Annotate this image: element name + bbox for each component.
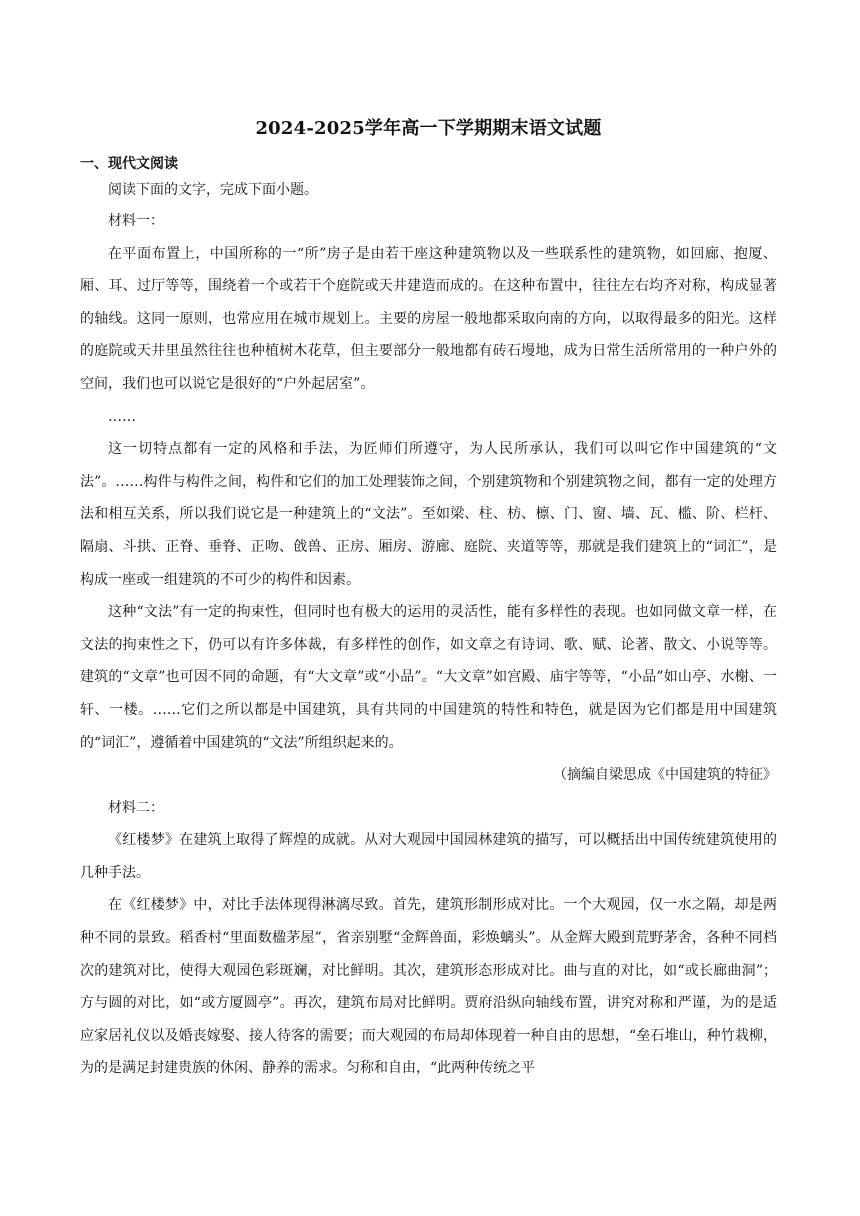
material1-source: （摘编自梁思成《中国建筑的特征》 <box>553 767 777 784</box>
section-heading: 一、现代文阅读 <box>80 156 178 172</box>
material1-paragraph-2: 这一切特点都有一定的风格和手法，为匠师们所遵守，为人民所承认，我们可以叫它作中国建筑的“文法”。……构件与构件之间，构件和它们的加工处理装饰之间，个别建筑物和个别建筑物之间，都有一定的处理方法和相互关系，所以我们说它是一种建筑上的“文法”。至如梁、柱、枋、檩、门、窗、墙、瓦、槛、阶、栏杆、隔扇、斗拱、正脊、垂脊、正吻、戗兽、正房、厢房、游廊、庭院、夹道等等，那就是我们建筑上的“词汇”，是构成一座或一组建筑的不可少的构件和因素。 <box>80 441 777 588</box>
material2-paragraph-2: 在《红楼梦》中，对比手法体现得淋漓尽致。首先，建筑形制形成对比。一个大观园，仅一水之隔，却是两种不同的景致。稻香村“里面数楹茅屋”，省亲别墅“金辉兽面，彩焕螭头”。从金辉大殿到荒野茅舍，各种不同档次的建筑对比，使得大观园色彩斑斓，对比鲜明。其次，建筑形态形成对比。曲与直的对比，如“或长廊曲洞”；方与圆的对比，如“或方厦圆亭”。再次，建筑布局对比鲜明。贾府沿纵向轴线布置，讲究对称和严谨，为的是适应家居礼仪以及婚丧嫁娶、接人待客的需要；而大观园的布局却体现着一种自由的思想，“垒石堆山，种竹栽柳，为的是满足封建贵族的休闲、静养的需求。匀称和自由，“此两种传统之平 <box>80 897 777 1077</box>
material2-label: 材料二： <box>108 799 164 816</box>
material1-paragraph-3: 这种“文法”有一定的拘束性，但同时也有极大的运用的灵活性，能有多样性的表现。也如同做文章一样，在文法的拘束性之下，仍可以有许多体裁，有多样性的创作，如文章之有诗词、歌、赋、论著、散文、小说等等。建筑的“文章”也可因不同的命题，有“大文章”或“小品”。“大文章”如宫殿、庙宇等等，“小品”如山亭、水榭、一轩、一楼。……它们之所以都是中国建筑，具有共同的中国建筑的特性和特色，就是因为它们都是用中国建筑的“词汇”，遵循着中国建筑的“文法”所组织起来的。 <box>80 604 777 751</box>
page-title: 2024-2025学年高一下学期期末语文试题 <box>255 118 602 139</box>
material1-label: 材料一： <box>108 213 164 229</box>
material2-paragraph-1: 《红楼梦》在建筑上取得了辉煌的成就。从对大观园中国园林建筑的描写，可以概括出中国传统建筑使用的几种手法。 <box>80 832 777 881</box>
instruction-text: 阅读下面的文字，完成下面小题。 <box>108 182 318 198</box>
material1-paragraph-1: 在平面布置上，中国所称的一“所”房子是由若干座这种建筑物以及一些联系性的建筑物，如回廊、抱厦、厢、耳、过厅等等，围绕着一个或若干个庭院或天井建造而成的。在这种布置中，往往左右均齐对称，构成显著的轴线。这同一原则，也常应用在城市规划上。主要的房屋一般地都采取向南的方向，以取得最多的阳光。这样的庭院或天井里虽然往往也种植树木花草，但主要部分一般地都有砖石墁地，成为日常生活所常用的一种户外的空间，我们也可以说它是很好的“户外起居室”。 <box>80 245 777 392</box>
ellipsis-line: …… <box>108 408 136 425</box>
